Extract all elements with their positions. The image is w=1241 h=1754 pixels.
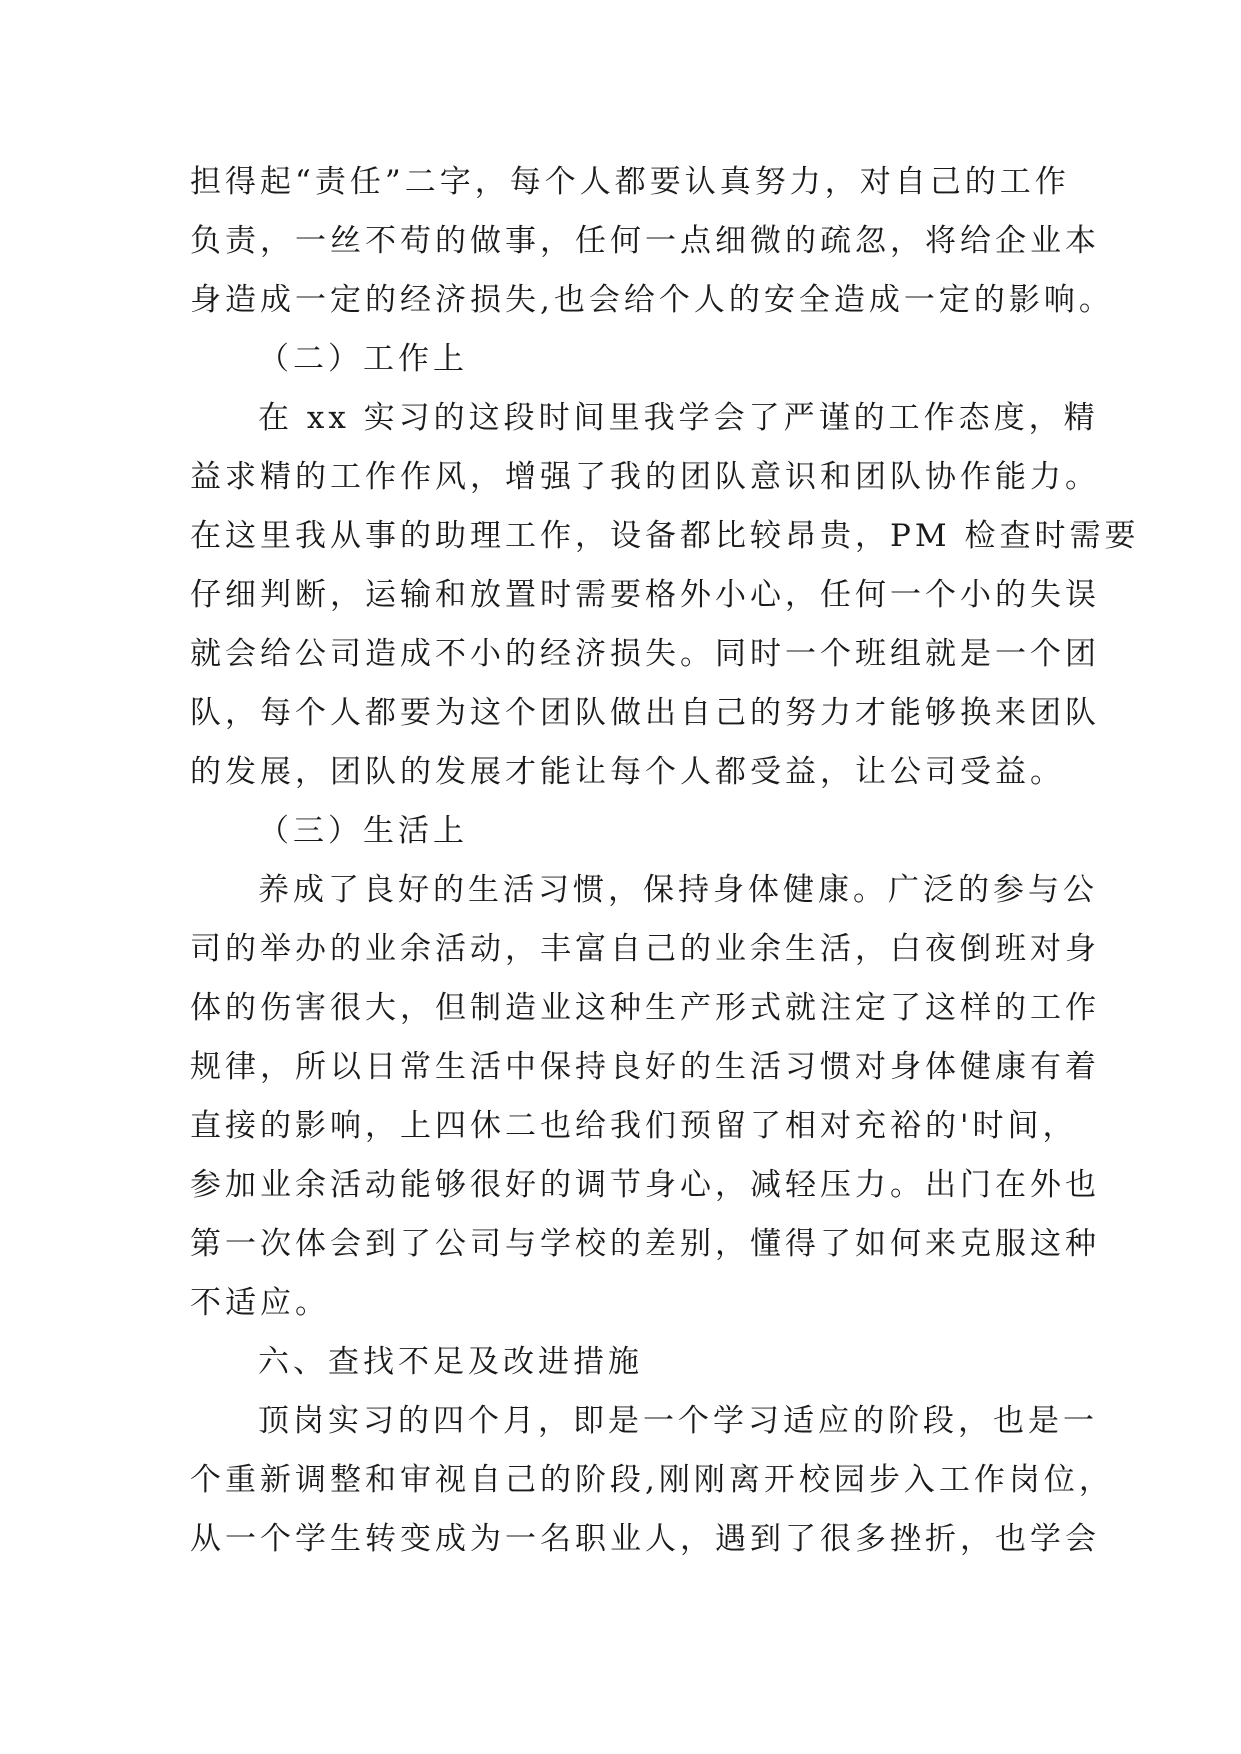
text-line: 体的伤害很大，但制造业这种生产形式就注定了这样的工作 (190, 990, 1100, 1026)
section-heading: （二）工作上 (258, 341, 468, 377)
text-line: 不适应。 (190, 1285, 330, 1321)
text-line: 个重新调整和审视自己的阶段,刚刚离开校园步入工作岗位， (190, 1462, 1114, 1498)
text-line: 仔细判断，运输和放置时需要格外小心，任何一个小的失误 (190, 577, 1100, 613)
text-line: 第一次体会到了公司与学校的差别，懂得了如何来克服这种 (190, 1226, 1100, 1262)
text-line: 在这里我从事的助理工作，设备都比较昂贵，PM 检查时需要 (190, 518, 1140, 554)
text-line: 的发展，团队的发展才能让每个人都受益，让公司受益。 (190, 754, 1065, 790)
text-line: 负责，一丝不苟的做事，任何一点细微的疏忽，将给企业本 (190, 223, 1100, 259)
text-line: 养成了良好的生活习惯，保持身体健康。广泛的参与公 (258, 872, 1098, 908)
text-line: 身造成一定的经济损失,也会给个人的安全造成一定的影响。 (190, 282, 1114, 318)
section-heading: 六、查找不足及改进措施 (258, 1344, 643, 1380)
text-line: 益求精的工作作风，增强了我的团队意识和团队协作能力。 (190, 459, 1100, 495)
text-line: 在 xx 实习的这段时间里我学会了严谨的工作态度，精 (258, 400, 1099, 436)
text-line: 司的举办的业余活动，丰富自己的业余生活，白夜倒班对身 (190, 931, 1100, 967)
text-line: 参加业余活动能够很好的调节身心，减轻压力。出门在外也 (190, 1167, 1100, 1203)
text-line: 就会给公司造成不小的经济损失。同时一个班组就是一个团 (190, 636, 1100, 672)
section-heading: （三）生活上 (258, 813, 468, 849)
text-line: 顶岗实习的四个月，即是一个学习适应的阶段，也是一 (258, 1403, 1098, 1439)
text-line: 担得起“责任”二字，每个人都要认真努力，对自己的工作 (190, 164, 1070, 200)
text-line: 从一个学生转变成为一名职业人，遇到了很多挫折，也学会 (190, 1521, 1100, 1557)
text-line: 队，每个人都要为这个团队做出自己的努力才能够换来团队 (190, 695, 1100, 731)
text-line: 直接的影响，上四休二也给我们预留了相对充裕的'时间， (190, 1108, 1078, 1144)
text-line: 规律，所以日常生活中保持良好的生活习惯对身体健康有着 (190, 1049, 1100, 1085)
